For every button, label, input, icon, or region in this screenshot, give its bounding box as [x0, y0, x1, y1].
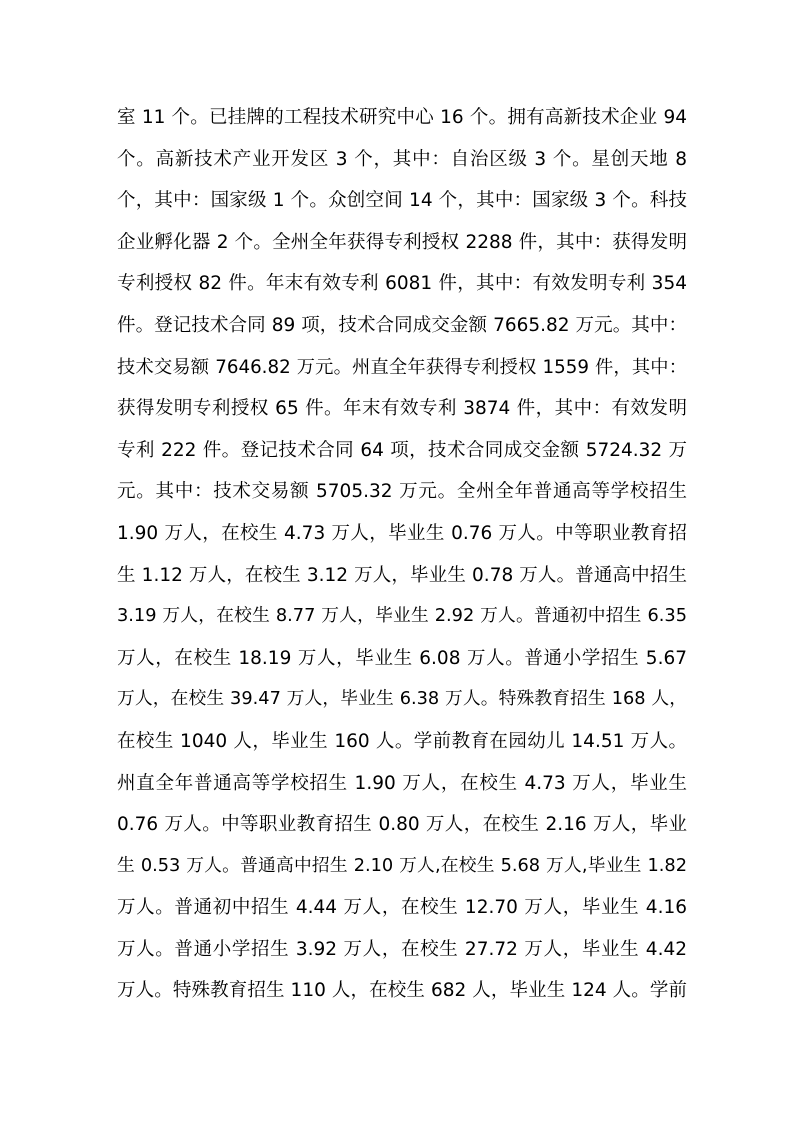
text-line: 万人，在校生 39.47 万人，毕业生 6.38 万人。特殊教育招生 168 人， — [117, 689, 687, 710]
text-line: 1.90 万人，在校生 4.73 万人，毕业生 0.76 万人。中等职业教育招 — [117, 522, 687, 544]
text-line: 万人，在校生 18.19 万人，毕业生 6.08 万人。普通小学招生 5.67 — [117, 647, 687, 669]
text-line: 0.76 万人。中等职业教育招生 0.80 万人，在校生 2.16 万人，毕业 — [117, 814, 687, 836]
text-line: 在校生 1040 人，毕业生 160 人。学前教育在园幼儿 14.51 万人。 — [117, 730, 687, 752]
text-line: 万人。普通小学招生 3.92 万人，在校生 27.72 万人，毕业生 4.42 — [117, 938, 687, 960]
text-line: 室 11 个。已挂牌的工程技术研究中心 16 个。拥有高新技术企业 94 — [117, 107, 687, 128]
text-line: 元。其中：技术交易额 5705.32 万元。全州全年普通高等学校招生 — [117, 481, 687, 503]
text-line: 专利授权 82 件。年末有效专利 6081 件，其中：有效发明专利 354 — [117, 273, 687, 295]
text-line: 3.19 万人，在校生 8.77 万人，毕业生 2.92 万人。普通初中招生 6.35 — [117, 606, 687, 627]
text-line: 获得发明专利授权 65 件。年末有效专利 3874 件，其中：有效发明 — [117, 398, 687, 420]
text-line: 万人。普通初中招生 4.44 万人，在校生 12.70 万人，毕业生 4.16 — [117, 897, 687, 919]
text-line: 生 0.53 万人。普通高中招生 2.10 万人,在校生 5.68 万人,毕业生 1.82 — [117, 855, 687, 876]
text-line: 个。高新技术产业开发区 3 个，其中：自治区级 3 个。星创天地 8 — [117, 148, 687, 170]
text-line: 生 1.12 万人，在校生 3.12 万人，毕业生 0.78 万人。普通高中招生 — [117, 564, 687, 586]
text-line: 州直全年普通高等学校招生 1.90 万人，在校生 4.73 万人，毕业生 — [117, 772, 687, 794]
text-line: 专利 222 件。登记技术合同 64 项，技术合同成交金额 5724.32 万 — [117, 439, 687, 461]
text-line: 技术交易额 7646.82 万元。州直全年获得专利授权 1559 件，其中： — [117, 356, 687, 378]
text-line: 万人。特殊教育招生 110 人，在校生 682 人，毕业生 124 人。学前 — [117, 980, 687, 1002]
text-line: 件。登记技术合同 89 项，技术合同成交金额 7665.82 万元。其中： — [117, 314, 687, 336]
text-line: 个，其中：国家级 1 个。众创空间 14 个，其中：国家级 3 个。科技 — [117, 190, 687, 212]
text-line: 企业孵化器 2 个。全州全年获得专利授权 2288 件，其中：获得发明 — [117, 231, 687, 253]
body-text — [117, 97, 687, 1012]
